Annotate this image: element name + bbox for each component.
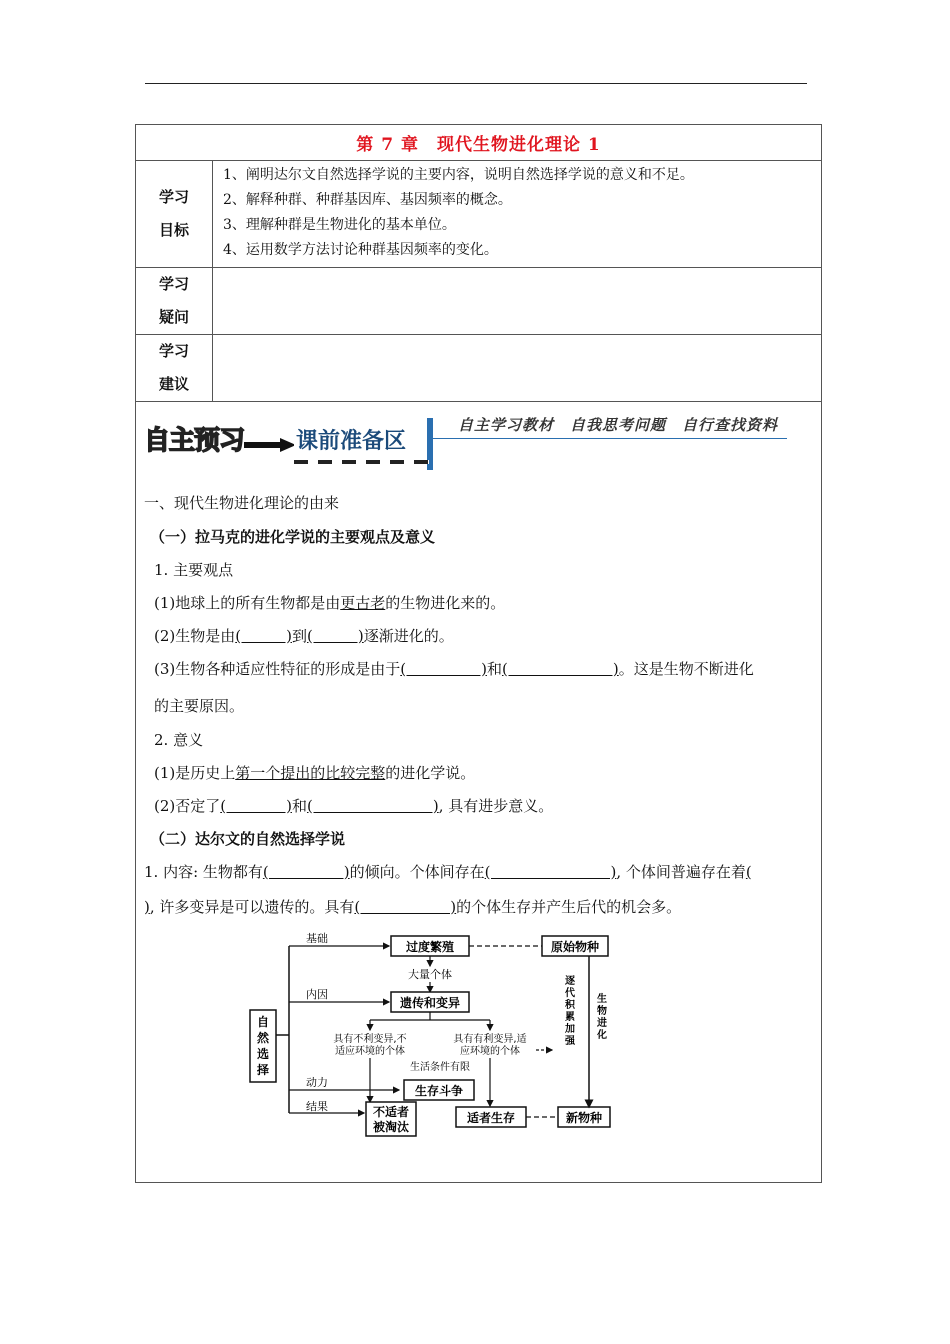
svg-text:结果: 结果: [306, 1100, 328, 1113]
svg-text:内因: 内因: [306, 988, 328, 1001]
svg-text:然: 然: [256, 1031, 270, 1045]
svg-text:物: 物: [597, 1006, 607, 1017]
question-field[interactable]: [213, 268, 822, 335]
point-heading: 2. 意义: [154, 731, 204, 749]
point-line: 1. 内容: 生物都有( )的倾向。个体间存在( ), 个体间普遍存在着(: [144, 863, 752, 881]
header-rule: [145, 83, 807, 84]
svg-text:遗传和变异: 遗传和变异: [399, 996, 461, 1010]
answer-blank[interactable]: ( ): [306, 797, 439, 815]
answer-blank[interactable]: ( ): [354, 898, 457, 916]
answer-blank[interactable]: ( ): [220, 797, 292, 815]
goal-item: 3、理解种群是生物进化的基本单位。: [223, 217, 456, 233]
goal-item: 1、阐明达尔文自然选择学说的主要内容，说明自然选择学说的意义和不足。: [223, 167, 694, 183]
point-line: (2)生物是由( )到( )逐渐进化的。: [154, 627, 454, 645]
svg-text:累: 累: [565, 1012, 575, 1023]
svg-text:具有不利变异,不: 具有不利变异,不: [333, 1034, 407, 1045]
answer-blank[interactable]: (: [745, 863, 752, 881]
banner-left-title: 自主预习: [144, 426, 245, 456]
answer-blank[interactable]: ): [144, 898, 150, 916]
svg-text:大量个体: 大量个体: [408, 968, 452, 981]
svg-text:动力: 动力: [306, 1076, 328, 1089]
svg-text:具有有利变异,适: 具有有利变异,适: [453, 1034, 527, 1045]
page-title: 第 7 章 现代生物进化理论 1: [136, 125, 822, 161]
natural-selection-diagram: [244, 930, 624, 1150]
goal-item: 4、运用数学方法讨论种群基因频率的变化。: [223, 242, 498, 258]
answer-blank[interactable]: ( ): [262, 863, 350, 881]
svg-text:择: 择: [256, 1063, 270, 1077]
svg-text:适者生存: 适者生存: [466, 1111, 516, 1125]
subsection-heading: （一）拉马克的进化学说的主要观点及意义: [150, 528, 436, 546]
goal-item: 2、解释种群、种群基因库、基因频率的概念。: [223, 192, 512, 208]
question-label: 学习 疑问: [136, 268, 213, 335]
goal-label: 学习 目标: [136, 161, 213, 268]
svg-text:选: 选: [256, 1047, 270, 1061]
answer-blank[interactable]: ( ): [501, 660, 619, 678]
subsection-heading: （二）达尔文的自然选择学说: [150, 830, 346, 848]
banner-right-title: 课前准备区: [296, 429, 407, 454]
svg-text:应环境的个体: 应环境的个体: [460, 1046, 520, 1057]
point-line: (1)地球上的所有生物都是由更古老的生物进化来的。: [154, 594, 506, 612]
svg-text:强: 强: [565, 1036, 575, 1047]
svg-text:代: 代: [565, 988, 575, 999]
answer-blank[interactable]: ( ): [484, 863, 617, 881]
svg-text:自: 自: [256, 1015, 270, 1029]
svg-text:基础: 基础: [306, 932, 328, 945]
goal-list: [213, 161, 822, 268]
content-area: [136, 402, 822, 1183]
svg-text:原始物种: 原始物种: [550, 940, 600, 954]
svg-text:新物种: 新物种: [565, 1111, 603, 1125]
banner-slogan: 自主学习教材 自我思考问题 自行查找资料: [458, 416, 779, 434]
suggestion-field[interactable]: [213, 335, 822, 402]
preview-banner: [136, 408, 821, 474]
point-line: (2)否定了( )和( ), 具有进步意义。: [154, 797, 554, 815]
svg-text:适应环境的个体: 适应环境的个体: [335, 1046, 405, 1057]
svg-text:化: 化: [597, 1030, 607, 1041]
answer-blank[interactable]: ( ): [400, 660, 487, 678]
point-line: (3)生物各种适应性特征的形成是由于( )和( )。这是生物不断进化: [154, 660, 754, 678]
point-line: ), 许多变异是可以遗传的。具有( )的个体生存并产生后代的机会多。: [144, 898, 682, 916]
answer-blank[interactable]: ( ): [306, 627, 364, 645]
point-line: 的主要原因。: [154, 697, 245, 715]
svg-text:积: 积: [565, 1000, 575, 1011]
svg-text:生存斗争: 生存斗争: [414, 1084, 464, 1098]
point-line: (1)是历史上第一个提出的比较完整的进化学说。: [154, 764, 476, 782]
svg-text:进: 进: [597, 1018, 607, 1029]
section-heading: 一、现代生物进化理论的由来: [144, 494, 340, 512]
suggestion-label: 学习 建议: [136, 335, 213, 402]
svg-text:过度繁殖: 过度繁殖: [405, 940, 455, 954]
svg-text:生活条件有限: 生活条件有限: [410, 1062, 470, 1073]
study-table: [135, 124, 822, 1183]
point-heading: 1. 主要观点: [154, 561, 234, 579]
svg-text:加: 加: [565, 1024, 575, 1035]
banner-right-box: [294, 418, 429, 462]
svg-text:被淘汰: 被淘汰: [372, 1120, 410, 1134]
svg-text:生: 生: [597, 994, 607, 1005]
banner-rule: [432, 438, 787, 439]
svg-text:逐: 逐: [565, 976, 575, 987]
dash-divider: [294, 460, 429, 464]
answer-blank[interactable]: ( ): [235, 627, 292, 645]
arrow-icon: [244, 438, 296, 452]
svg-text:不适者: 不适者: [372, 1105, 410, 1119]
